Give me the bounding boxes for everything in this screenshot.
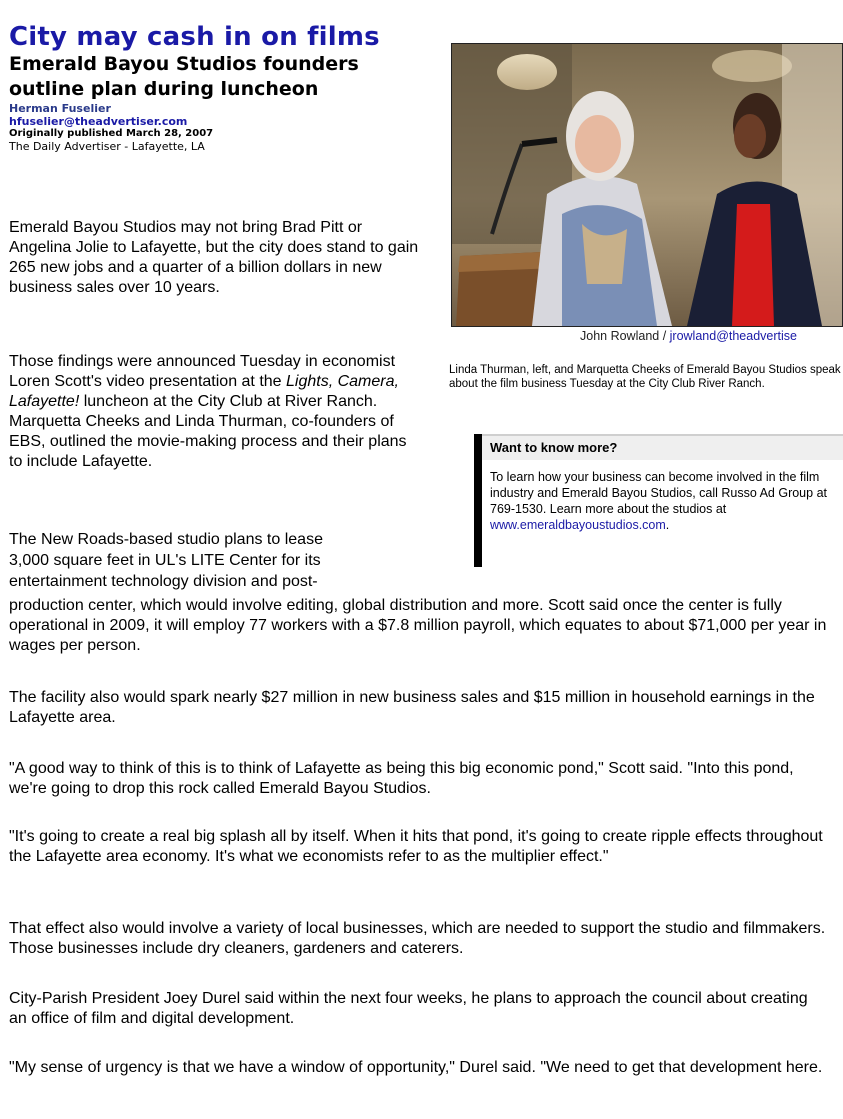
- article-photo: [451, 43, 843, 327]
- sidebar-text-end: .: [665, 518, 670, 532]
- paragraph-3-line-3: entertainment technology division and post-: [9, 573, 318, 590]
- author-email-link[interactable]: hfuselier@theadvertiser.com: [9, 115, 188, 128]
- sidebar-text: To learn how your business can become involved in the film industry and Emerald Bayou Studios, call Russo Ad Group at 769-1530. Learn more about the studios at: [490, 470, 827, 516]
- photographer-email-link[interactable]: jrowland@theadvertise: [669, 329, 797, 343]
- paragraph-6: "It's going to create a real big splash all by itself. When it hits that pond, it's going to create ripple effects throughout the Lafayette area economy. It's what we economists refer to as the multiplier effect.": [9, 828, 823, 865]
- subhead-line-2: outline plan during luncheon: [9, 78, 319, 100]
- author-name: Herman Fuselier: [9, 102, 111, 115]
- paragraph-8: City-Parish President Joey Durel said within the next four weeks, he plans to approach the council about creating an office of film and digital development.: [9, 990, 808, 1027]
- paragraph-9: "My sense of urgency is that we have a window of opportunity," Durel said. "We need to get that development here.: [9, 1059, 823, 1076]
- photo-credit: [451, 327, 843, 345]
- info-sidebar: [474, 434, 843, 567]
- sidebar-body: [490, 469, 843, 533]
- paragraph-3-line-2: 3,000 square feet in UL's LITE Center for its: [9, 552, 321, 569]
- event-name: Lights, Camera, Lafayette!: [9, 373, 399, 410]
- photo-illustration: [452, 44, 842, 326]
- paragraph-2-text-b: luncheon at the City Club at River Ranch. Marquetta Cheeks and Linda Thurman, co-founders of EBS, outlined the movie-making process and their plans to include Lafayette.: [9, 393, 407, 470]
- paragraph-3-line-1: The New Roads-based studio plans to lease: [9, 531, 323, 548]
- paragraph-5: "A good way to think of this is to think of Lafayette as being this big economic pond," Scott said. "Into this pond, we're going to drop this rock called Emerald Bayou Studios.: [9, 760, 794, 797]
- paragraph-2: [9, 352, 421, 472]
- paragraph-4: The facility also would spark nearly $27 million in new business sales and $15 million in household earnings in the Lafayette area.: [9, 689, 815, 726]
- paragraph-3-rest: production center, which would involve editing, global distribution and more. Scott said once the center is fully operational in 2009, it will employ 77 workers with a $7.8 million payroll, which equates to about $71,000 per year in wages per person.: [9, 597, 827, 654]
- source-publication: The Daily Advertiser - Lafayette, LA: [9, 140, 205, 153]
- photo-credit-text: [580, 327, 797, 345]
- paragraph-2-text-a: Those findings were announced Tuesday in economist Loren Scott's video presentation at the: [9, 353, 396, 390]
- publish-date: Originally published March 28, 2007: [9, 128, 214, 139]
- paragraph-1: Emerald Bayou Studios may not bring Brad Pitt or Angelina Jolie to Lafayette, but the city does stand to gain 265 new jobs and a quarter of a billion dollars in new business sales over 10 years.: [9, 219, 419, 296]
- paragraph-7: That effect also would involve a variety of local businesses, which are needed to support the studio and filmmakers. Those businesses include dry cleaners, gardeners and caterers.: [9, 920, 826, 957]
- sidebar-title: Want to know more?: [482, 434, 843, 460]
- subhead-line-1: Emerald Bayou Studios founders: [9, 53, 359, 75]
- photo-caption: Linda Thurman, left, and Marquetta Cheeks of Emerald Bayou Studios speak about the film business Tuesday at the City Club River Ranch.: [449, 364, 841, 390]
- article-header: [9, 22, 439, 153]
- photographer-name: John Rowland /: [580, 329, 670, 343]
- studios-website-link[interactable]: www.emeraldbayoustudios.com: [490, 518, 666, 532]
- headline: City may cash in on films: [9, 22, 380, 52]
